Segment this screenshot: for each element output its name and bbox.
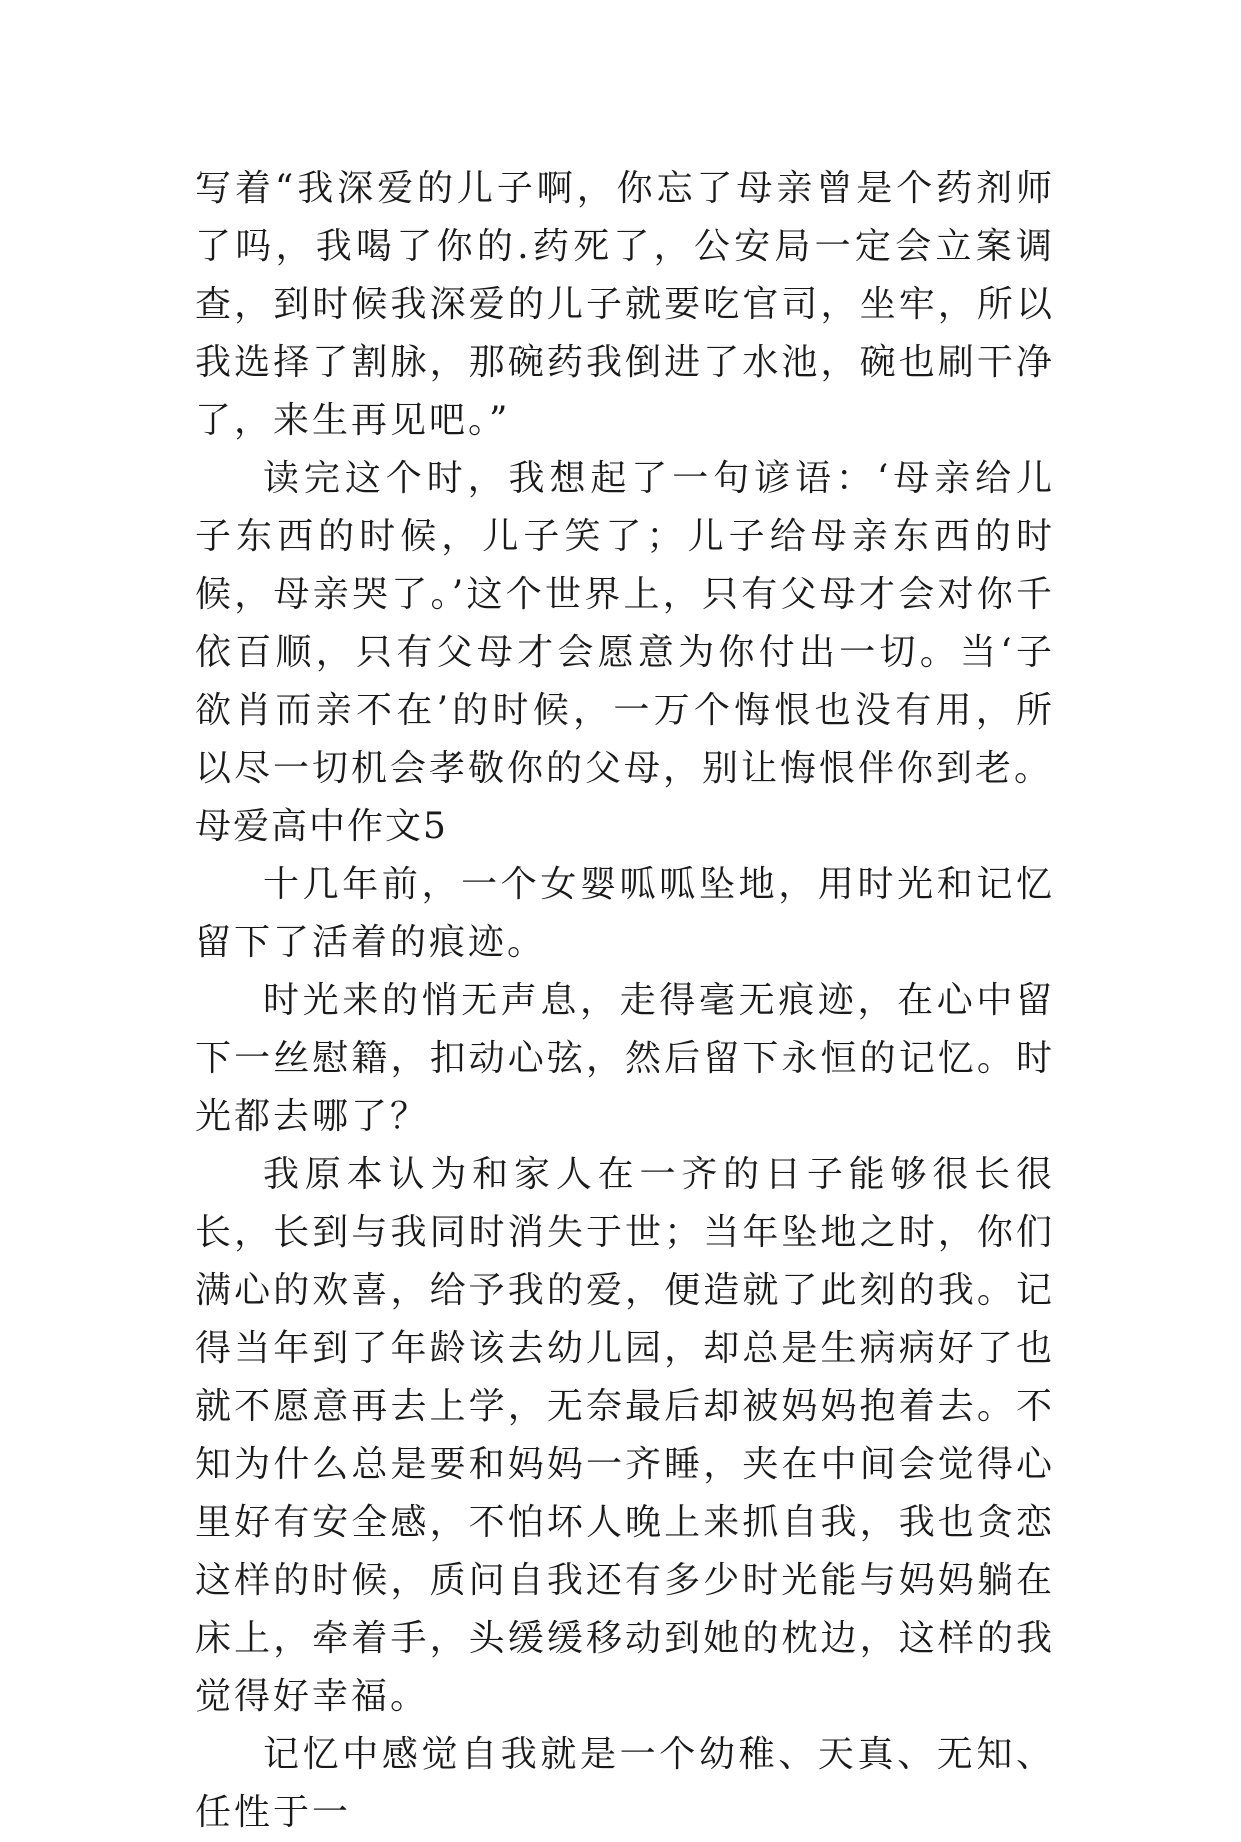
paragraph-birth: 十几年前，一个女婴呱呱坠地，用时光和记忆留下了活着的痕迹。 [195, 864, 1055, 963]
paragraph-memory-continues: 记忆中感觉自我就是一个幼稚、天真、无知、任性于一 [195, 1734, 1055, 1833]
paragraph-letter-quote: 写着“我深爱的儿子啊，你忘了母亲曾是个药剂师了吗，我喝了你的.药死了，公安局一定会立案调查，到时候我深爱的儿子就要吃官司，坐牢，所以我选择了割脉，那碗药我倒进了水池，碗也刷干净了，来生再见吧。” [195, 168, 1055, 441]
essay-heading: 母爱高中作文5 [195, 806, 448, 847]
paragraph-childhood-memories: 我原本认为和家人在一齐的日子能够很长很长，长到与我同时消失于世；当年坠地之时，你们满心的欢喜，给予我的爱，便造就了此刻的我。记得当年到了年龄该去幼儿园，却总是生病病好了也就不愿意再去上学，无奈最后却被妈妈抱着去。不知为什么总是要和妈妈一齐睡，夹在中间会觉得心里好有安全感，不怕坏人晚上来抓自我，我也贪恋这样的时候，质问自我还有多少时光能与妈妈躺在床上，牵着手，头缓缓移动到她的枕边，这样的我觉得好幸福。 [195, 1154, 1055, 1717]
document-page [195, 160, 1055, 1842]
paragraph-proverb-reflection: 读完这个时，我想起了一句谚语：‘母亲给儿子东西的时候，儿子笑了；儿子给母亲东西的时候，母亲哭了。’这个世界上，只有父母才会对你千依百顺，只有父母才会愿意为你付出一切。当‘子欲肖而亲不在’的时候，一万个悔恨也没有用，所以尽一切机会孝敬你的父母，别让悔恨伴你到老。 [195, 458, 1055, 789]
paragraph-time-passing: 时光来的悄无声息，走得毫无痕迹，在心中留下一丝慰籍，扣动心弦，然后留下永恒的记忆。时光都去哪了？ [195, 980, 1055, 1137]
